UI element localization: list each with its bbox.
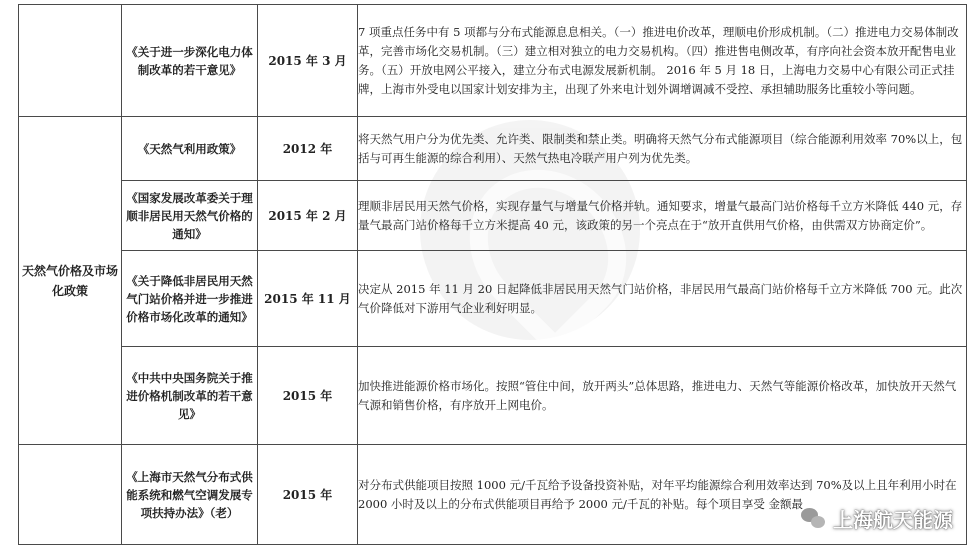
document-title-cell: 《天然气利用政策》 [122, 117, 258, 181]
description-cell: 理顺非居民用天然气价格，实现存量气与增量气价格并轨。通知要求，增量气最高门站价格每千立方米降低 440 元，存量气最高门站价格每千立方米提高 40 元，该政策的另一个亮点在于“放开直供用气价格，由供需双方协商定价”。 [358, 181, 967, 251]
date-cell: 2012 年 [258, 117, 358, 181]
date-cell: 2015 年 2 月 [258, 181, 358, 251]
document-title-cell: 《关于进一步深化电力体制改革的若干意见》 [122, 5, 258, 117]
category-cell [19, 445, 122, 545]
table-row [19, 5, 967, 117]
description-cell: 将天然气用户分为优先类、允许类、限制类和禁止类。明确将天然气分布式能源项目（综合能源利用效率 70%以上，包括与可再生能源的综合利用）、天然气热电冷联产用户列为优先类。 [358, 117, 967, 181]
date-cell: 2015 年 [258, 347, 358, 445]
category-cell: 天然气价格及市场化政策 [19, 117, 122, 445]
table-row [19, 347, 967, 445]
table-row [19, 251, 967, 347]
document-title-cell: 《中共中央国务院关于推进价格机制改革的若干意见》 [122, 347, 258, 445]
description-cell: 7 项重点任务中有 5 项都与分布式能源息息相关。（一）推进电价改革，理顺电价形成机制。（二）推进电力交易体制改革，完善市场化交易机制。（三）建立相对独立的电力交易机构。（四）推进售电侧改革，有序向社会资本放开配售电业务。（五）开放电网公平接入，建立分布式电源发展新机制。 2016 年 5 月 18 日，上海电力交易中心有限公司正式挂牌，上海市外受电以国家计划安排为主，出现了外来电计划外调增调减不受控、承担辅助服务比重较小等问题。 [358, 5, 967, 117]
table-row [19, 117, 967, 181]
category-cell [19, 5, 122, 117]
document-title-cell: 《关于降低非居民用天然气门站价格并进一步推进价格市场化改革的通知》 [122, 251, 258, 347]
brand-watermark [801, 504, 953, 533]
wechat-icon [801, 508, 827, 530]
description-cell: 对分布式供能项目按照 1000 元/千瓦给予设备投资补贴，对年平均能源综合利用效率达到 70%及以上且年利用小时在 2000 小时及以上的分布式供能项目再给予 2000 元/千瓦的补贴。每个项目享受 金额最 [358, 445, 967, 545]
brand-name: 上海航天能源 [833, 508, 953, 532]
date-cell: 2015 年 11 月 [258, 251, 358, 347]
document-title-cell: 《上海市天然气分布式供能系统和燃气空调发展专项扶持办法》（老） [122, 445, 258, 545]
description-cell: 加快推进能源价格市场化。按照“管住中间，放开两头”总体思路，推进电力、天然气等能源价格改革，加快放开天然气气源和销售价格，有序放开上网电价。 [358, 347, 967, 445]
table-row [19, 181, 967, 251]
date-cell: 2015 年 3 月 [258, 5, 358, 117]
policy-table [18, 4, 967, 545]
date-cell: 2015 年 [258, 445, 358, 545]
document-title-cell: 《国家发展改革委关于理顺非居民用天然气价格的通知》 [122, 181, 258, 251]
description-cell: 决定从 2015 年 11 月 20 日起降低非居民用天然气门站价格，非居民用气最高门站价格每千立方米降低 700 元。此次气价降低对下游用气企业利好明显。 [358, 251, 967, 347]
